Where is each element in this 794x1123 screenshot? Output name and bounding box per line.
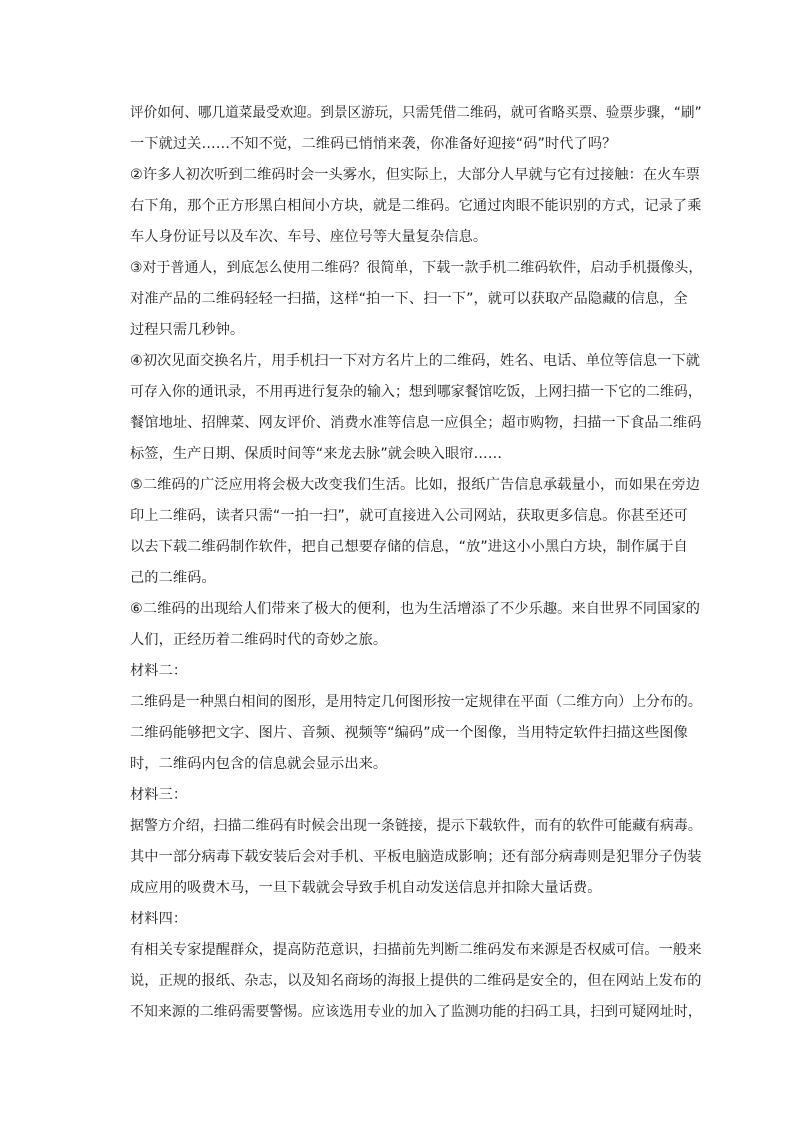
text-line: 对准产品的二维码轻轻一扫描，这样“拍一下、扫一下”，就可以获取产品隐藏的信息，全: [130, 291, 688, 307]
text-line: ⑥二维码的出现给人们带来了极大的便利，也为生活增添了不少乐趣。来自世界不同国家的: [130, 601, 701, 617]
text-line: 有相关专家提醒群众，提高防范意识，扫描前先判断二维码发布来源是否权威可信。一般来: [130, 942, 702, 958]
text-line: 时，二维码内包含的信息就会显示出来。: [130, 756, 388, 772]
text-line: ⑤二维码的广泛应用将会极大改变我们生活。比如，报纸广告信息承载量小，而如果在旁边: [130, 477, 701, 493]
text-line: 印上二维码，读者只需“一拍一扫”，就可直接进入公司网站，获取更多信息。你甚至还可: [130, 508, 688, 524]
text-line: 人们，正经历着二维码时代的奇妙之旅。: [130, 632, 388, 648]
text-line: 右下角，那个正方形黑白相间小方块，就是二维码。它通过肉眼不能识别的方式，记录了乘: [130, 198, 702, 214]
text-line: 材料三：: [130, 787, 188, 803]
text-line: 评价如何、哪几道菜最受欢迎。到景区游玩，只需凭借二维码，就可省略买票、验票步骤，“刷”: [130, 105, 702, 121]
text-line: 材料四：: [130, 911, 188, 927]
text-line: 成应用的吸费木马，一旦下载就会导致手机自动发送信息并扣除大量话费。: [130, 880, 602, 896]
text-line: 车人身份证号以及车次、车号、座位号等大量复杂信息。: [130, 229, 488, 245]
text-line: 不知来源的二维码需要警惕。应该选用专业的加入了监测功能的扫码工具，扫到可疑网址时，: [130, 1004, 702, 1020]
text-line: 二维码是一种黑白相间的图形，是用特定几何图形按一定规律在平面（二维方向）上分布的。: [130, 694, 702, 710]
text-line: ③对于普通人，到底怎么使用二维码？很简单，下载一款手机二维码软件，启动手机摄像头，: [130, 260, 703, 276]
text-line: 餐馆地址、招牌菜、网友评价、消费水准等信息一应俱全；超市购物，扫描一下食品二维码: [130, 415, 702, 431]
text-line: 一下就过关……不知不觉，二维码已悄悄来袭，你准备好迎接“码”时代了吗？: [130, 136, 617, 152]
text-line: ④初次见面交换名片，用手机扫一下对方名片上的二维码，姓名、电话、单位等信息一下就: [130, 353, 701, 369]
text-line: 可存入你的通讯录，不用再进行复杂的输入；想到哪家餐馆吃饭，上网扫描一下它的二维码，: [130, 384, 702, 400]
text-line: 材料二：: [130, 663, 188, 679]
text-line: 据警方介绍，扫描二维码有时候会出现一条链接，提示下载软件，而有的软件可能藏有病毒。: [130, 818, 702, 834]
document-body: [130, 98, 703, 1028]
text-line: 说，正规的报纸、杂志，以及知名商场的海报上提供的二维码是安全的，但在网站上发布的: [130, 973, 702, 989]
text-line: 以去下载二维码制作软件，把自己想要存储的信息，“放”进这小小黑白方块，制作属于自: [130, 539, 688, 555]
text-line: 己的二维码。: [130, 570, 216, 586]
text-line: 二维码能够把文字、图片、音频、视频等“编码”成一个图像，当用特定软件扫描这些图像: [130, 725, 688, 741]
text-line: 过程只需几秒钟。: [130, 322, 245, 338]
text-line: ②许多人初次听到二维码时会一头雾水，但实际上，大部分人早就与它有过接触：在火车票: [130, 167, 701, 183]
text-line: 其中一部分病毒下载安装后会对手机、平板电脑造成影响；还有部分病毒则是犯罪分子伪装: [130, 849, 702, 865]
text-line: 标签，生产日期、保质时间等“来龙去脉”就会映入眼帘……: [130, 446, 503, 462]
